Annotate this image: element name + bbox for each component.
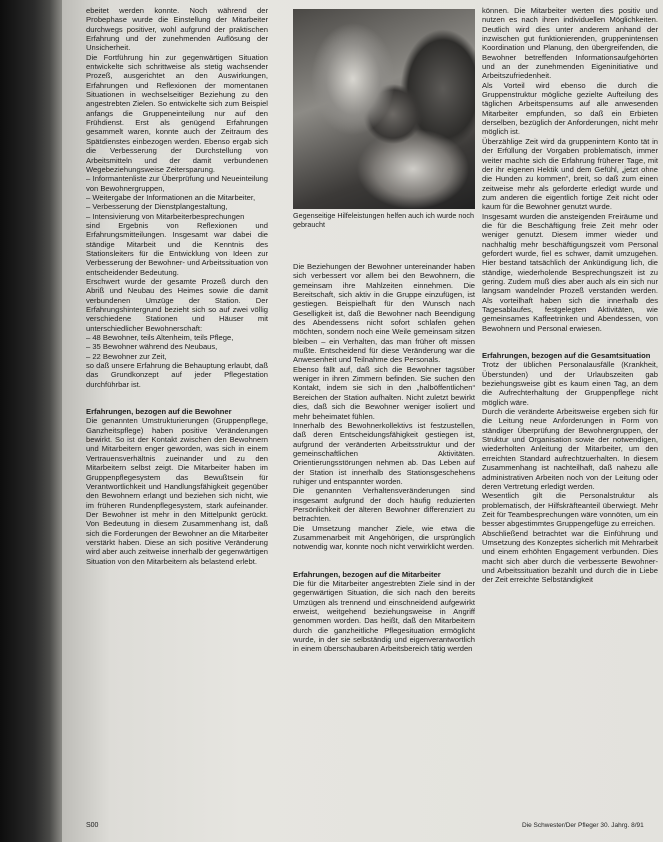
paragraph: – 35 Bewohner während des Neubaus, [86, 342, 218, 352]
paragraph: – Intensivierung von Mitarbeiterbesprechungen [86, 211, 245, 221]
paragraph: ebeitet werden konnte. Noch während der Probephase wurde die Einstellung der Mitarbeiter durchwegs positiver, wohl aufgrund der praktischen Erfahrung und der zunehmenden Auflösung der Unsicherheit. [86, 6, 268, 53]
paragraph: Erschwert wurde der gesamte Prozeß durch den Abriß und Neubau des Heimes sowie die damit verbundenen Umzüge der Station. Der Erfahrungshintergrund bezieht sich so auf zwei völlig verschiedene Stationen und Häuser mit unterschiedlicher Bewohnerschaft: [86, 276, 268, 333]
paragraph: Trotz der üblichen Personalausfälle (Krankheit, Überstunden) und der Urlaubszeiten gab beziehungsweise gibt es kaum einen Tag, an dem die Aufrechterhaltung der Gruppenpflege nicht möglich wäre. [482, 360, 658, 407]
paragraph: Insgesamt wurden die ansteigenden Freiräume und die für die Beschäftigung freie Zeit mehr oder weniger genutzt. Diesem immer wieder und nachhaltig mehr beschäftigungszeit vom Personal gefordert wurde, fiel es schwer, damit umzugehen. Hier bestand tatsächlich der Ankündigung lich, die ständige, wiederholende Besprechungszeit ist zu gering. Zudem muß dies aber auch als ein sich nur langsam wandelnder Prozeß verstanden werden. Als vorteilhaft haben sich die innerhalb des Tagesablaufes, festgelegten Aktivitäten, wie gemeinsames Kaffeetrinken und Abendessen, von Bewohnern und Personal erwiesen. [482, 211, 658, 333]
paragraph: Ebenso fällt auf, daß sich die Bewohner tagsüber weniger in ihren Zimmern befinden. Sie suchen den Kontakt, indem sie sich in den „halböffentlichen“ Bereichen der Station aufhalten. Nicht zuletzt bewirkt dies, daß sich die Bewohner weniger isoliert und mehr beheimatet fühlen. [293, 364, 475, 421]
text-column-right [482, 6, 658, 585]
section-spacer [293, 552, 475, 561]
paragraph: – Weitergabe der Informationen an die Mitarbeiter, [86, 192, 256, 202]
section-heading: Erfahrungen, bezogen auf die Gesamtsituation [482, 351, 651, 361]
paragraph: Die für die Mitarbeiter angestrebten Ziele sind in der gegenwärtigen Situation, die sich nach den bereits Umzügen als trennend und einschneidend aufgewirkt erweist, weitgehend beziehungsweise in Angriff genommen worden. Das heißt, daß den Mitarbeitern durch die ganzheitliche Pflegesituation ermöglicht wurde, in der sie selbständig und eigenverantwortlich in einem überschaubaren Arbeitsbereich tätig werden [293, 579, 475, 654]
paragraph: Die Fortführung hin zur gegenwärtigen Situation entwickelte sich schrittweise als stetig wachsender Prozeß, ausgerichtet an den Auswirkungen, Erfahrungen und Reflexionen der momentanen Situationen in wechselseitiger Beziehung zu den angestrebten Zielen. So entwickelte sich zum Beispiel anfangs die Gruppeneinteilung nur auf den Frühdienst. Erst als genügend Erfahrungen gesammelt waren, konnte auch der Zeitraum des Spätdienstes einbezogen werden. Ebenso ergab sich die Verbesserung der Durchstellung von Arbeitsmitteln und der damit verbundenen Wegebeziehungsweise Zeitersparung. [86, 52, 268, 174]
paragraph: Wesentlich gilt die Personalstruktur als problematisch, der Hilfskräfteanteil überwiegt. Mehr Zeit für Teambesprechungen wäre vonnöten, um ein besser abgestimmtes Gruppengefüge zu erreichen. [482, 491, 658, 529]
paragraph: – Verbesserung der Dienstplangestaltung, [86, 202, 228, 212]
paragraph: können. Die Mitarbeiter werten dies positiv und nutzen es nach ihren individuellen Möglichkeiten. Deutlich wird dies unter anderem anhand der inzwischen gut funktionierenden, gruppenintensen Koordination und Planung, den übergreifenden, die Bewohner betreffenden Informationsaufgehörten und an der zunehmenden Eigeninitiative und Arbeitszufriedenheit. [482, 6, 658, 81]
paragraph: – 22 Bewohner zur Zeit, [86, 351, 167, 361]
paragraph: sind Ergebnis von Reflexionen und Erfahrungsmitteilungen. Insgesamt war dabei die ständige Mitarbeit und die Kenntnis des Stationsleiters für die Entwicklung von Ideen zur Verbesserung der Bewohner- und Arbeitssituation von entscheidender Bedeutung. [86, 220, 268, 277]
paragraph: Durch die veränderte Arbeitsweise ergeben sich für die Leitung neue Anforderungen in Form von ständiger Überprüfung der Bewohnergruppen, der Struktur und Organisation sowie der notwendigen, wiederholten Anleitung der Mitarbeiter, um den erreichten Standard aufrechtzuerhalten. In diesem Zusammenhang ist nachteilhaft, daß nahezu alle administrativen Arbeiten noch von der Leitung oder deren Vertretung erledigt werden. [482, 407, 658, 491]
paragraph: Abschließend betrachtet war die Einführung und Umsetzung des Konzeptes sicherlich mit Mehrarbeit und einem erhöhten Engagement verbunden. Dies macht sich aber durch die verbesserte Bewohner- und Arbeitssituation bezahlt und durch die in Liebe der Zeit erreichte Selbständigkeit [482, 528, 658, 585]
paragraph: Die Beziehungen der Bewohner untereinander haben sich verbessert vor allem bei den Bewohnern, die gemeinsam ihre Mahlzeiten einnehmen. Die Bereitschaft, sich aktiv in die Gruppe einzufügen, ist gestiegen. Beispielhaft für den Wunsch nach Geselligkeit ist, daß die Bewohner nach Beendigung des Abendessens nicht sofort schlafen gehen möchten, sondern noch eine Weile gemeinsam sitzen bleiben – ein Verhalten, das man früher oft missen mußte. Entscheidend für diese Veränderung war die Anwesenheit und Teilnahme des Personals. [293, 262, 475, 365]
paragraph: – Informantenliste zur Überprüfung und Neueinteilung von Bewohnergruppen, [86, 174, 268, 193]
journal-footer: Die Schwester/Der Pfleger 30. Jahrg. 8/91 [522, 822, 644, 829]
paragraph: so daß unsere Erfahrung die Behauptung erlaubt, daß das Grundkonzept auf jeder Pflegestation durchführbar ist. [86, 361, 268, 389]
paragraph: Die Umsetzung mancher Ziele, wie etwa die Zusammenarbeit mit Angehörigen, die ursprünglich notwendig war, konnte noch nicht verwirklicht werden. [293, 523, 475, 552]
paragraph: – 48 Bewohner, teils Altenheim, teils Pflege, [86, 333, 234, 343]
section-heading: Erfahrungen, bezogen auf die Bewohner [86, 407, 232, 417]
paragraph: Innerhalb des Bewohnerkollektivs ist festzustellen, daß deren Entscheidungsfähigkeit gestiegen ist, aufgrund der veränderten Arbeitsstruktur und der gemeinschaftlichen Aktivitäten. Orientierungsstörungen nehmen ab. Das Leben auf der Station ist innerhalb des Stationsgeschehens ruhiger und entspannter worden. [293, 420, 475, 486]
paragraph: Die genannten Verhaltensveränderungen sind insgesamt aufgrund der doch häufig reduzierten Persönlichkeit der älteren Bewohner differenziert zu betrachten. [293, 486, 475, 524]
photo-caption: Gegenseitige Hilfeleistungen helfen auch ich wurde noch gebraucht [293, 211, 475, 229]
book-spine-shadow [0, 0, 62, 842]
section-spacer [482, 333, 658, 342]
text-column-left [86, 6, 268, 566]
page-number: S00 [86, 822, 99, 829]
paragraph: Überzählige Zeit wird da gruppenintern Konto tät in der Erfüllung der Vorgaben problematisch, immer weiter machte sich die Erfahrung früherer Tage, mit der ihr eigenen Hektik und dem Gefühl, „jetzt ohne die Hunden zu kommen“, breit, so daß zum einen zeitweise mehr als geforderte erledigt wurde und zum anderen die eigentlich fortige Zeit nicht oder kaum für die Bewohner genutzt wurde. [482, 136, 658, 212]
section-spacer [86, 389, 268, 398]
text-column-middle [293, 262, 475, 654]
paragraph: Als Vorteil wird ebenso die durch die Gruppenstruktur mögliche gezielte Aufteilung des täglichen Arbeitspensums auf alle anwesenden Mitarbeiter empfunden, so daß ein Erbieten derselben, bezüglich der Anforderungen, nicht mehr möglich ist. [482, 80, 658, 137]
journal-page [62, 0, 663, 842]
paragraph: Die genannten Umstrukturierungen (Gruppenpflege, Ganzheitspflege) haben positive Veränderungen bewirkt. So ist der Kontakt zwischen den Bewohnern und Mitarbeitern enger geworden, was sich in einem Vertrauensverhältnis zueinander und zu den Mitarbeitern selbst zeigt. Die Mitarbeiter haben im Gruppenpflegesystem das Bewußtsein für Verantwortlichkeit und Handlungsfähigkeit gegenüber den Bewohnern erlangt und beziehen sich nicht, wie im früheren Rundenpflegesystem, stark aufeinander. Der Bewohner ist mehr in den Mittelpunkt gerückt. Von Bedeutung in diesem Zusammenhang ist, daß sich die Forderungen der Bewohner an die Mitarbeiter verstärkt haben. Diese an sich positive Veränderung wird aber auch zeitweise innerhalb der gegenwärtigen Situation von den Mitarbeitern als belastend erlebt. [86, 416, 268, 566]
article-photo [293, 9, 475, 209]
section-heading: Erfahrungen, bezogen auf die Mitarbeiter [293, 569, 441, 579]
